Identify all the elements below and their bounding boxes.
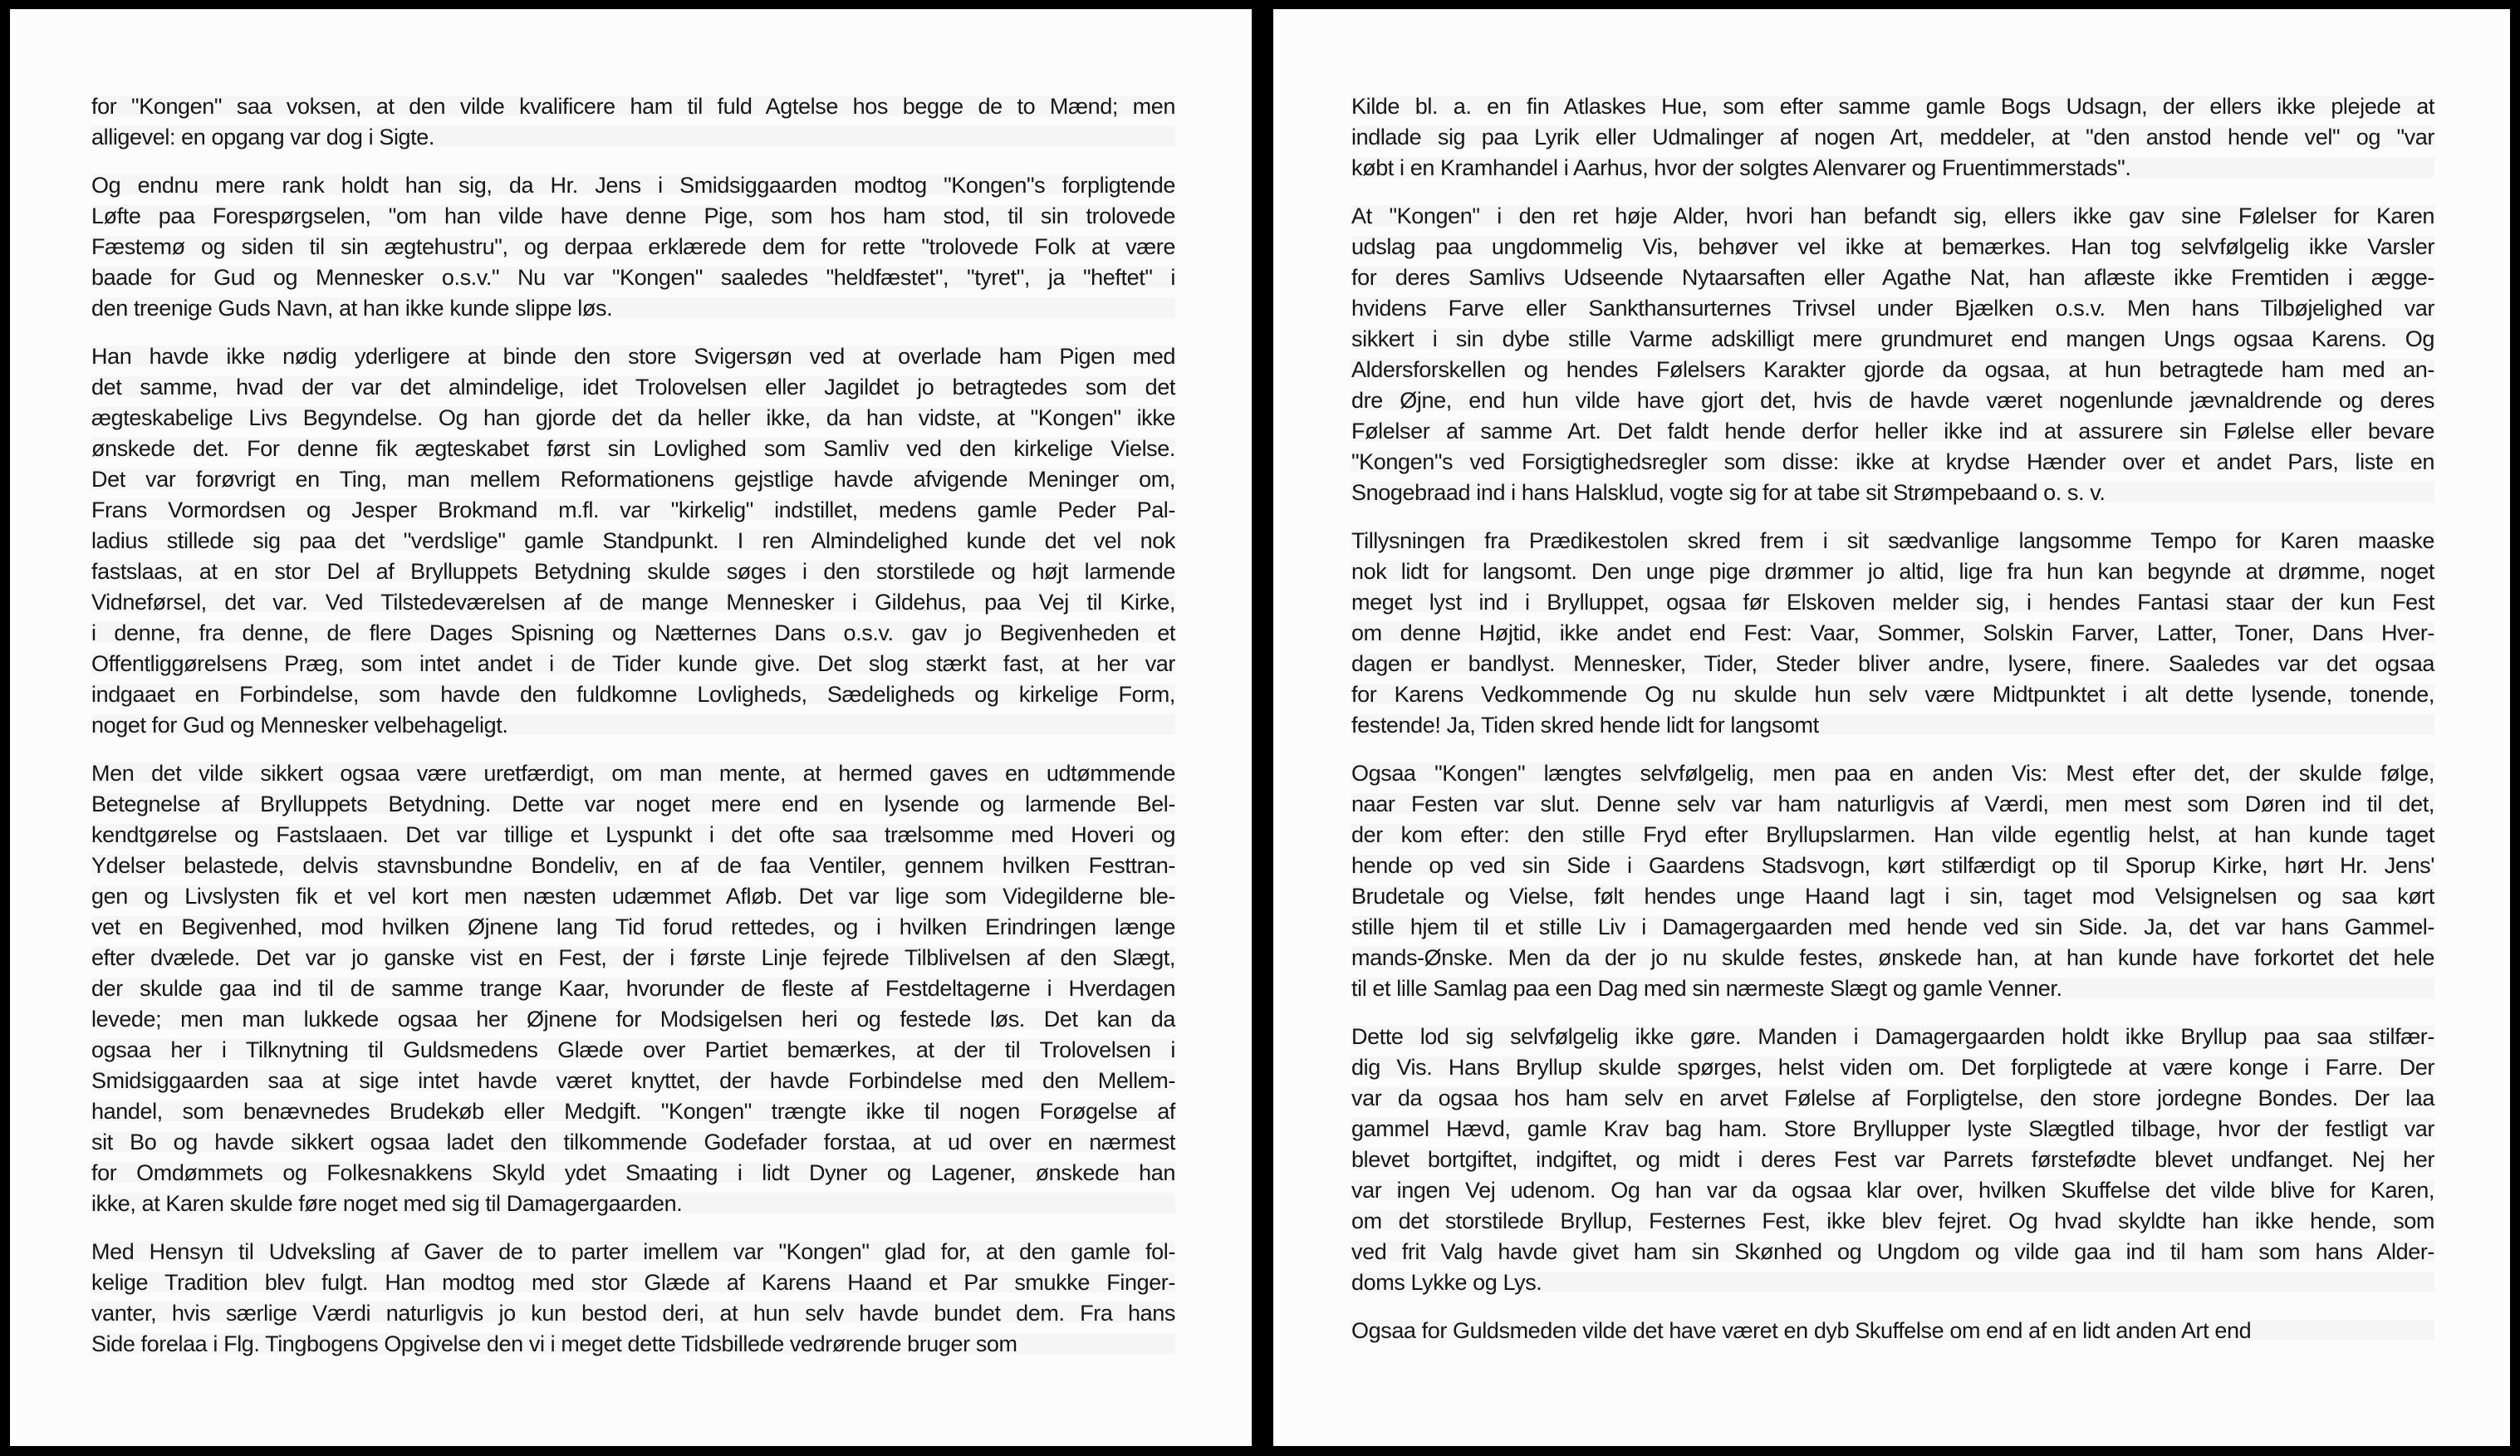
- text-line: sit Bo og havde sikkert ogsaa ladet den tilkommende Godefader forstaa, at ud over en nærmest: [91, 1127, 1175, 1158]
- text-line: Side forelaa i Flg. Tingbogens Opgivelse den vi i meget dette Tidsbillede vedrørende bruger som: [91, 1329, 1175, 1360]
- text-line: om det storstilede Bryllup, Festernes Fest, ikke blev fejret. Og hvad skyldte han ikke hende, som: [1351, 1206, 2434, 1237]
- text-line: Snogebraad ind i hans Halsklud, vogte sig for at tabe sit Strømpebaand o. s. v.: [1351, 478, 2434, 508]
- paragraph: [91, 341, 1175, 741]
- text-line: gammel Hævd, gamle Krav bag ham. Store Bryllupper lyste Slægtled tilbage, hvor der festligt var: [1351, 1114, 2434, 1145]
- text-line: om denne Højtid, ikke andet end Fest: Vaar, Sommer, Solskin Farver, Latter, Toner, Dans Hver-: [1351, 618, 2434, 649]
- text-line: det samme, hvad der var det almindelige, idet Trolovelsen eller Jagildet jo betragtedes som det: [91, 372, 1175, 403]
- text-line: Vidneførsel, det var. Ved Tilstedeværelsen af de mange Mennesker i Gildehus, paa Vej til Kirke,: [91, 587, 1175, 618]
- text-line: At "Kongen" i den ret høje Alder, hvori han befandt sig, ellers ikke gav sine Følelser for Karen: [1351, 201, 2434, 232]
- text-line: for Karens Vedkommende Og nu skulde hun selv være Midtpunktet i alt dette lysende, tonende,: [1351, 679, 2434, 710]
- text-line: naar Festen var slut. Denne selv var ham naturligvis af Værdi, men mest som Døren ind til det,: [1351, 789, 2434, 820]
- text-line: Brudetale og Vielse, følt hendes unge Haand lagt i sin, taget mod Velsignelsen og saa kørt: [1351, 881, 2434, 912]
- text-line: for deres Samlivs Udseende Nytaarsaften eller Agathe Nat, han aflæste ikke Fremtiden i ægge-: [1351, 262, 2434, 293]
- text-line: doms Lykke og Lys.: [1351, 1267, 2434, 1298]
- text-line: Kilde bl. a. en fin Atlaskes Hue, som efter samme gamle Bogs Udsagn, der ellers ikke plejede at: [1351, 91, 2434, 122]
- page-right-text: [1351, 91, 2434, 1364]
- text-line: kelige Tradition blev fulgt. Han modtog med stor Glæde af Karens Haand et Par smukke Finger-: [91, 1267, 1175, 1298]
- text-line: Ogsaa "Kongen" længtes selvfølgelig, men paa en anden Vis: Mest efter det, der skulde følge,: [1351, 758, 2434, 789]
- text-line: "Kongen"s ved Forsigtighedsregler som disse: ikke at krydse Hænder over et andet Pars, liste en: [1351, 447, 2434, 478]
- text-line: fastslaas, at en stor Del af Brylluppets Betydning skulde søges i den storstilede og højt larmende: [91, 556, 1175, 587]
- text-line: købt i en Kramhandel i Aarhus, hvor der solgtes Alenvarer og Fruentimmerstads".: [1351, 153, 2434, 184]
- text-line: Og endnu mere rank holdt han sig, da Hr. Jens i Smidsiggaarden modtog "Kongen"s forpligtende: [91, 170, 1175, 201]
- text-line: Følelser af samme Art. Det faldt hende derfor heller ikke ind at assurere sin Følelse eller bevare: [1351, 416, 2434, 447]
- paragraph: [91, 91, 1175, 153]
- text-line: gen og Livslysten fik et vel kort men næsten udæmmet Afløb. Det var lige som Videgilderne ble-: [91, 881, 1175, 912]
- text-line: stille hjem til et stille Liv i Damagergaarden med hende ved sin Side. Ja, det var hans Gammel-: [1351, 912, 2434, 943]
- text-line: vanter, hvis særlige Værdi naturligvis jo kun bestod deri, at hun selv havde bundet dem. Fra hans: [91, 1298, 1175, 1329]
- text-line: ønskede det. For denne fik ægteskabet først sin Lovlighed som Samliv ved den kirkelige Vielse.: [91, 434, 1175, 464]
- page-left-text: [91, 91, 1175, 1377]
- text-line: dig Vis. Hans Bryllup skulde spørges, helst viden om. Det forpligtede at være konge i Farre. Der: [1351, 1052, 2434, 1083]
- text-line: handel, som benævnedes Brudekøb eller Medgift. "Kongen" trængte ikke til nogen Forøgelse af: [91, 1096, 1175, 1127]
- text-line: den treenige Guds Navn, at han ikke kunde slippe løs.: [91, 293, 1175, 324]
- text-line: dre Øjne, end hun vilde have gjort det, hvis de havde været nogenlunde jævnaldrende og deres: [1351, 385, 2434, 416]
- text-line: for Omdømmets og Folkesnakkens Skyld ydet Smaating i lidt Dyner og Lagener, ønskede han: [91, 1158, 1175, 1189]
- text-line: Dette lod sig selvfølgelig ikke gøre. Manden i Damagergaarden holdt ikke Bryllup paa saa stilfær-: [1351, 1022, 2434, 1052]
- text-line: kendtgørelse og Fastslaaen. Det var tillige et Lyspunkt i det ofte saa trælsomme med Hoveri og: [91, 820, 1175, 851]
- text-line: Han havde ikke nødig yderligere at binde den store Svigersøn ved at overlade ham Pigen med: [91, 341, 1175, 372]
- text-line: var da ogsaa hos ham selv en arvet Følelse af Forpligtelse, den store jordegne Bondes. Der laa: [1351, 1083, 2434, 1114]
- page-left: [10, 9, 1252, 1446]
- text-line: Fæstemø og siden til sin ægtehustru", og derpaa erklærede dem for rette "trolovede Folk at være: [91, 232, 1175, 262]
- text-line: der kom efter: den stille Fryd efter Bryllupslarmen. Han vilde egentlig helst, at han kunde taget: [1351, 820, 2434, 851]
- text-line: Betegnelse af Brylluppets Betydning. Dette var noget mere end en lysende og larmende Bel-: [91, 789, 1175, 820]
- text-line: ved frit Valg havde givet ham sin Skønhed og Ungdom og vilde gaa ind til ham som hans Alder-: [1351, 1237, 2434, 1267]
- text-line: indlade sig paa Lyrik eller Udmalinger af nogen Art, meddeler, at "den anstod hende vel" og "var: [1351, 122, 2434, 153]
- paragraph: [1351, 1316, 2434, 1346]
- text-line: Smidsiggaarden saa at sige intet havde været knyttet, der havde Forbindelse med den Mellem-: [91, 1066, 1175, 1096]
- text-line: der skulde gaa ind til de samme trange Kaar, hvorunder de fleste af Festdeltagerne i Hverdagen: [91, 973, 1175, 1004]
- text-line: Frans Vormordsen og Jesper Brokmand m.fl. var "kirkelig" indstillet, medens gamle Peder Pal-: [91, 495, 1175, 526]
- text-line: Ydelser belastede, delvis stavnsbundne Bondeliv, en af de faa Ventiler, gennem hvilken Festtran-: [91, 851, 1175, 881]
- text-line: ladius stillede sig paa det "verdslige" gamle Standpunkt. I ren Almindelighed kunde det vel nok: [91, 526, 1175, 556]
- text-line: ogsaa her i Tilknytning til Guldsmedens Glæde over Partiet bemærkes, at der til Trolovelsen i: [91, 1035, 1175, 1066]
- text-line: Ogsaa for Guldsmeden vilde det have været en dyb Skuffelse om end af en lidt anden Art end: [1351, 1316, 2434, 1346]
- text-line: meget lyst ind i Brylluppet, ogsaa før Elskoven melder sig, i hendes Fantasi staar der kun Fest: [1351, 587, 2434, 618]
- paragraph: [1351, 201, 2434, 508]
- text-line: alligevel: en opgang var dog i Sigte.: [91, 122, 1175, 153]
- text-line: mands-Ønske. Men da der jo nu skulde festes, ønskede han, at han kunde have forkortet det hele: [1351, 943, 2434, 973]
- text-line: i denne, fra denne, de flere Dages Spisning og Nætternes Dans o.s.v. gav jo Begivenheden et: [91, 618, 1175, 649]
- paragraph: [91, 758, 1175, 1219]
- page-right: [1273, 9, 2510, 1446]
- text-line: Med Hensyn til Udveksling af Gaver de to parter imellem var "Kongen" glad for, at den gamle fol-: [91, 1237, 1175, 1267]
- text-line: ægteskabelige Livs Begyndelse. Og han gjorde det da heller ikke, da han vidste, at "Kongen" ikke: [91, 403, 1175, 434]
- paragraph: [1351, 526, 2434, 741]
- text-line: for "Kongen" saa voksen, at den vilde kvalificere ham til fuld Agtelse hos begge de to Mænd; men: [91, 91, 1175, 122]
- text-line: baade for Gud og Mennesker o.s.v." Nu var "Kongen" saaledes "heldfæstet", "tyret", ja "heftet" i: [91, 262, 1175, 293]
- paragraph: [1351, 91, 2434, 184]
- text-line: levede; men man lukkede ogsaa her Øjnene for Modsigelsen heri og festede løs. Det kan da: [91, 1004, 1175, 1035]
- text-line: hvidens Farve eller Sankthansurternes Trivsel under Bjælken o.s.v. Men hans Tilbøjelighed var: [1351, 293, 2434, 324]
- text-line: dagen er bandlyst. Mennesker, Tider, Steder bliver andre, lysere, finere. Saaledes var det ogsaa: [1351, 649, 2434, 679]
- text-line: nok lidt for langsomt. Den unge pige drømmer jo altid, lige fra hun kan begynde at drømme, noget: [1351, 556, 2434, 587]
- paragraph: [1351, 1022, 2434, 1298]
- text-line: blevet bortgiftet, indgiftet, og midt i deres Fest var Parrets førstefødte blevet undfanget. Nej her: [1351, 1145, 2434, 1175]
- text-line: Men det vilde sikkert ogsaa være uretfærdigt, om man mente, at hermed gaves en udtømmende: [91, 758, 1175, 789]
- text-line: Aldersforskellen og hendes Følelsers Karakter gjorde da ogsaa, at hun betragtede ham med an-: [1351, 355, 2434, 385]
- text-line: Tillysningen fra Prædikestolen skred frem i sit sædvanlige langsomme Tempo for Karen maaske: [1351, 526, 2434, 556]
- text-line: ikke, at Karen skulde føre noget med sig til Damagergaarden.: [91, 1189, 1175, 1219]
- text-line: sikkert i sin dybe stille Varme adskilligt mere grundmuret end mangen Ungs ogsaa Karens. Og: [1351, 324, 2434, 355]
- text-line: efter dvælede. Det var jo ganske vist en Fest, der i første Linje fejrede Tilblivelsen af den Slægt,: [91, 943, 1175, 973]
- text-line: festende! Ja, Tiden skred hende lidt for langsomt: [1351, 710, 2434, 741]
- text-line: noget for Gud og Mennesker velbehageligt.: [91, 710, 1175, 741]
- text-line: Offentliggørelsens Præg, som intet andet i de Tider kunde give. Det slog stærkt fast, at her var: [91, 649, 1175, 679]
- text-line: Det var forøvrigt en Ting, man mellem Reformationens gejstlige havde afvigende Meninger om,: [91, 464, 1175, 495]
- paragraph: [91, 1237, 1175, 1360]
- text-line: var ingen Vej udenom. Og han var da ogsaa klar over, hvilken Skuffelse det vilde blive for Karen,: [1351, 1175, 2434, 1206]
- text-line: udslag paa ungdommelig Vis, behøver vel ikke at bemærkes. Han tog selvfølgelig ikke Varsler: [1351, 232, 2434, 262]
- paragraph: [1351, 758, 2434, 1004]
- text-line: vet en Begivenhed, mod hvilken Øjnene lang Tid forud rettedes, og i hvilken Erindringen længe: [91, 912, 1175, 943]
- text-line: hende op ved sin Side i Gaardens Stadsvogn, kørt stilfærdigt op til Sporup Kirke, hørt Hr. Jens': [1351, 851, 2434, 881]
- text-line: Løfte paa Forespørgselen, "om han vilde have denne Pige, som hos ham stod, til sin trolovede: [91, 201, 1175, 232]
- text-line: til et lille Samlag paa een Dag med sin nærmeste Slægt og gamle Venner.: [1351, 973, 2434, 1004]
- text-line: indgaaet en Forbindelse, som havde den fuldkomne Lovligheds, Sædeligheds og kirkelige Form,: [91, 679, 1175, 710]
- paragraph: [91, 170, 1175, 324]
